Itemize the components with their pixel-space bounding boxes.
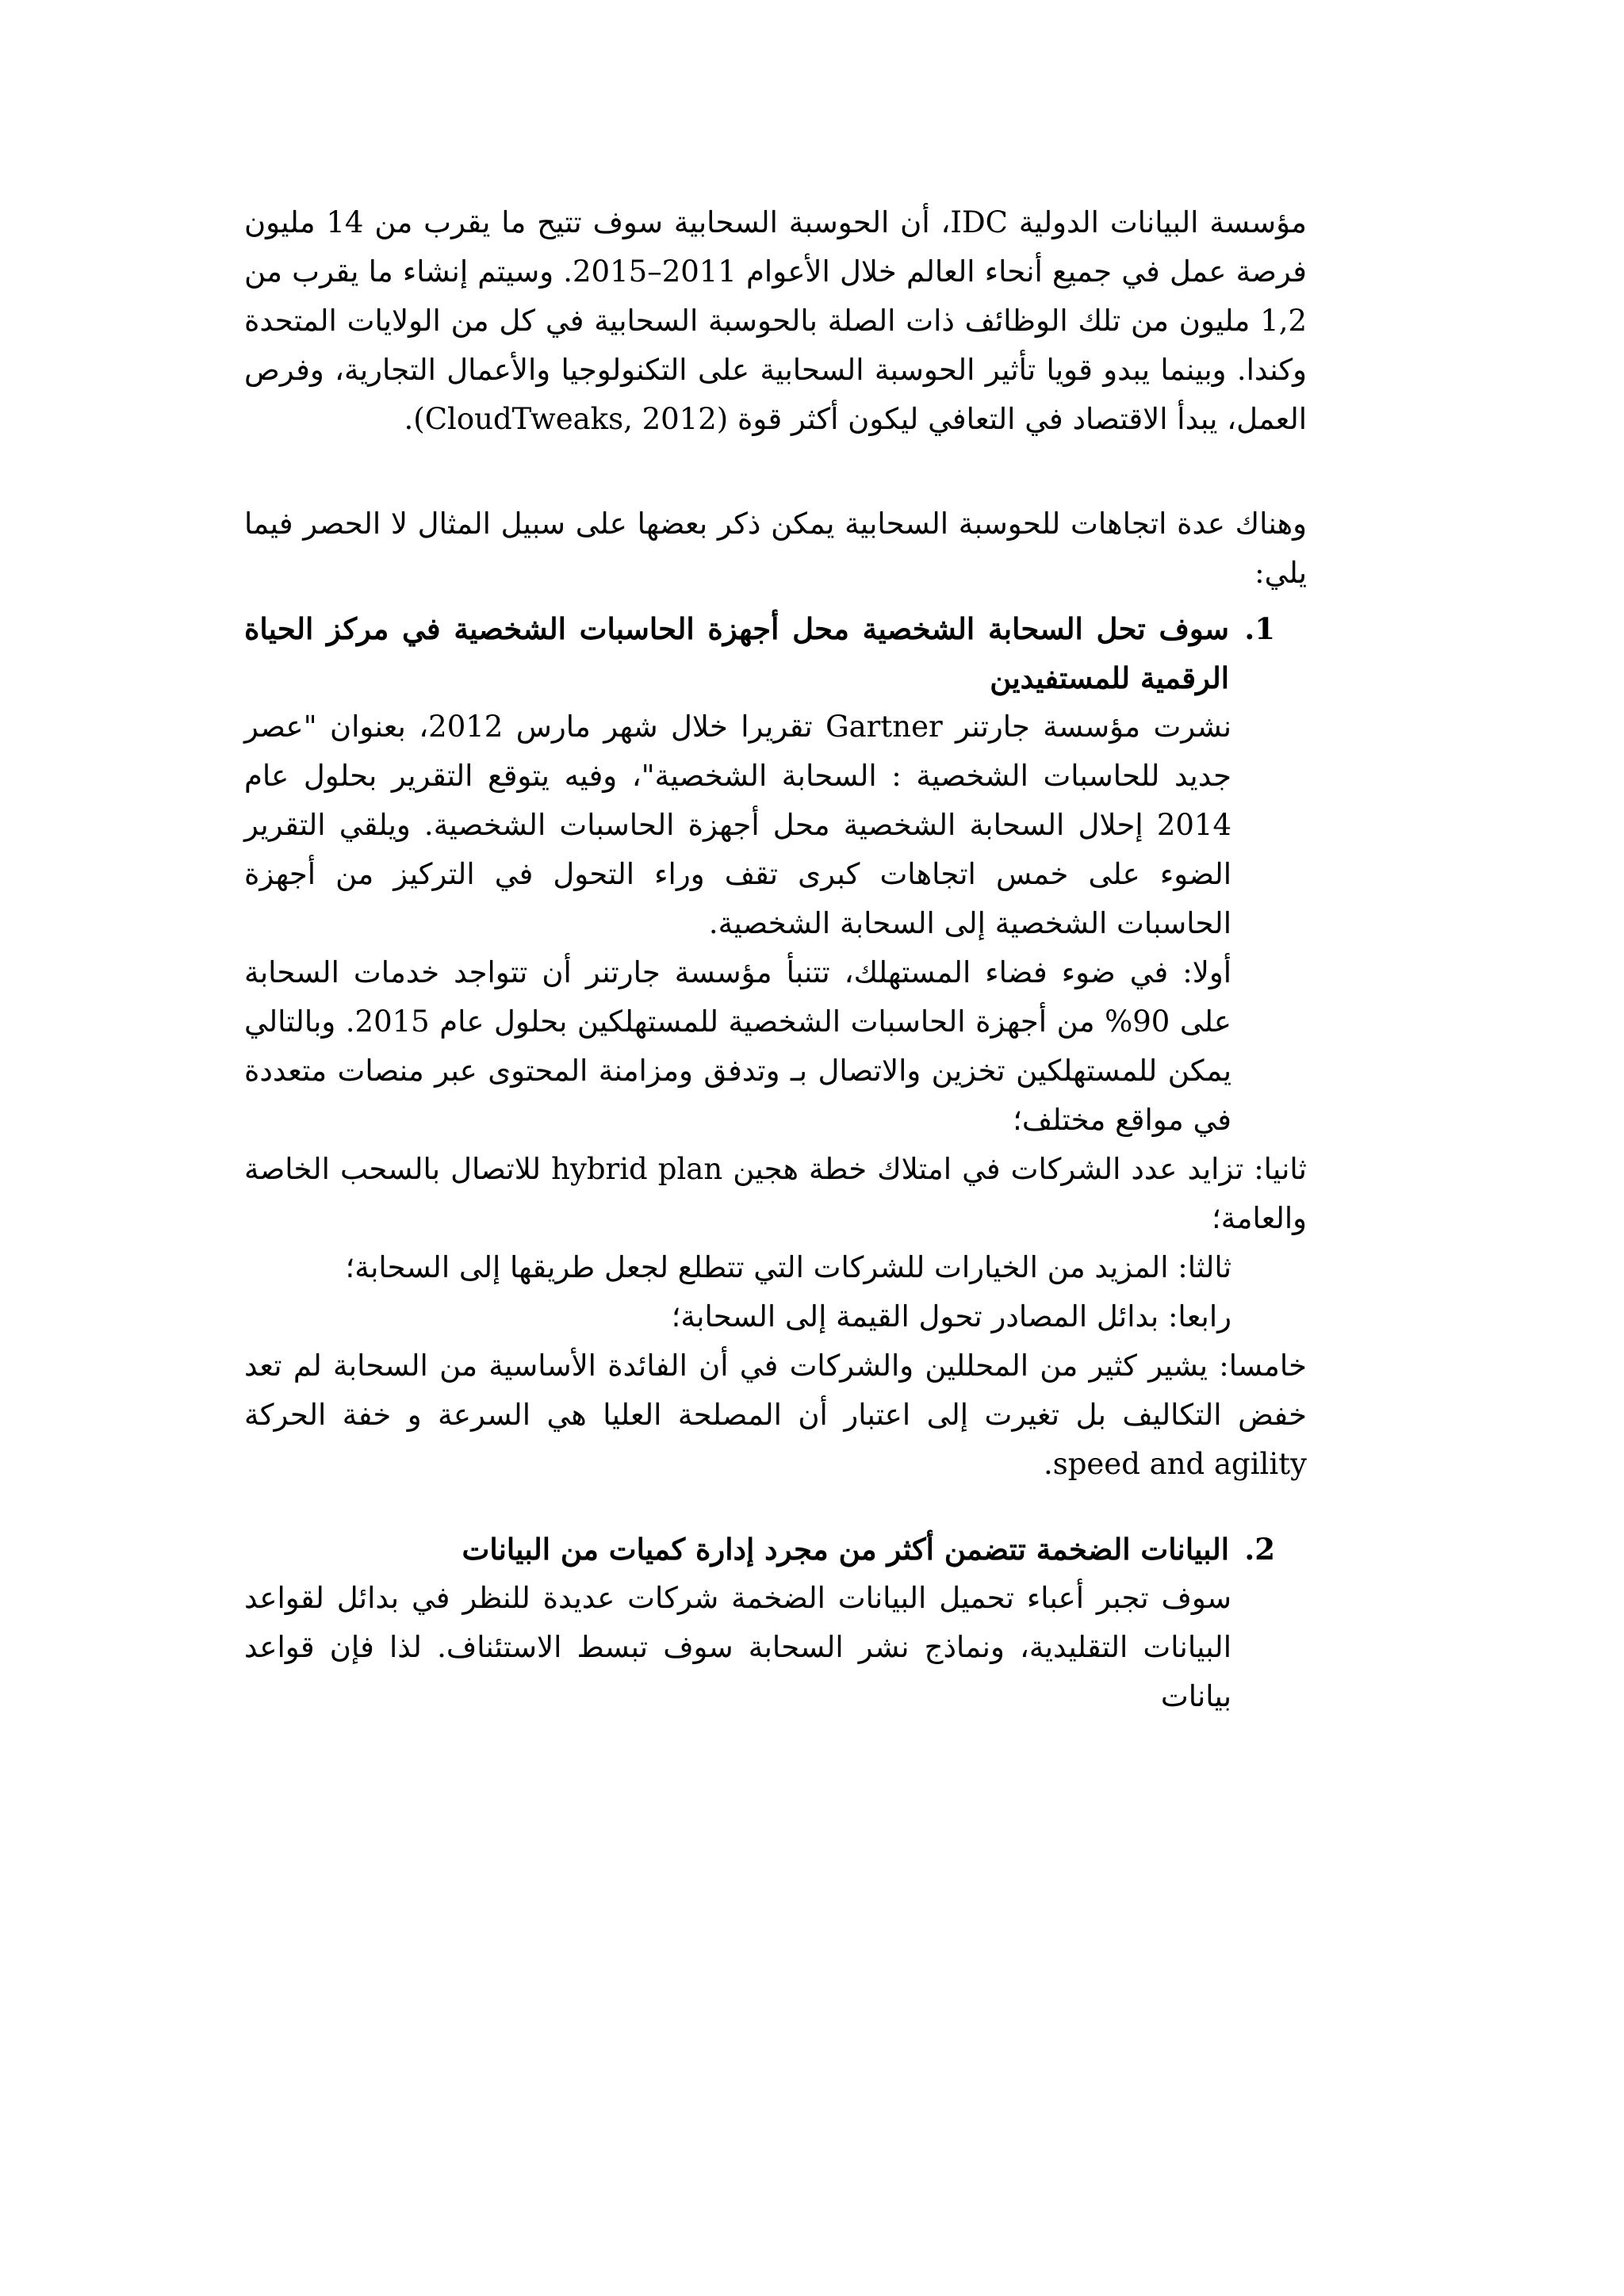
- section-2-paragraph: سوف تجبر أعباء تحميل البيانات الضخمة شركات عديدة للنظر في بدائل لقواعد البيانات التقليدية، ونماذج نشر السحابة سوف تبسط الاستئناف. لذا فإن قواعد بيانات: [244, 1581, 1231, 1713]
- section-2-body: [244, 1574, 1231, 1721]
- intro-paragraph-2: وهناك عدة اتجاهات للحوسبة السحابية يمكن ذكر بعضها على سبيل المثال لا الحصر فيما يلي:: [244, 507, 1307, 590]
- trend-item-fourth: رابعا: بدائل المصادر تحول القيمة إلى السحابة؛: [671, 1299, 1231, 1334]
- spacer: [244, 598, 1307, 604]
- trend-item-third: ثالثا: المزيد من الخيارات للشركات التي تتطلع لجعل طريقها إلى السحابة؛: [345, 1250, 1231, 1284]
- intro-paragraph-1: مؤسسة البيانات الدولية IDC، أن الحوسبة السحابية سوف تتيح ما يقرب من 14 مليون فرصة عمل في جميع أنحاء العالم خلال الأعوام 2011–2015. وسيتم إنشاء ما يقرب من 1,2 مليون من تلك الوظائف ذات الصلة بالحوسبة السحابية في كل من الولايات المتحدة وكندا. وبينما يبدو قويا تأثير الحوسبة السحابية على التكنولوجيا والأعمال التجارية، وفرص العمل، يبدأ الاقتصاد في التعافي ليكون أكثر قوة (CloudTweaks, 2012).: [244, 205, 1308, 436]
- section-2-heading: [244, 1525, 1275, 1574]
- trend-item-first: أولا: في ضوء فضاء المستهلك، تتنبأ مؤسسة جارتنر أن تتواجد خدمات السحابة على 90% من أجهزة الحاسبات الشخصية للمستهلكين بحلول عام 2015. وبالتالي يمكن للمستهلكين تخزين والاتصال بـ وتدفق ومزامنة المحتوى عبر منصات متعددة في مواقع مختلف؛: [244, 955, 1231, 1137]
- section-1-body: [244, 702, 1231, 1145]
- document-page: [244, 198, 1307, 1721]
- trend-item-fifth: خامسا: يشير كثير من المحللين والشركات في أن الفائدة الأساسية من السحابة لم تعد خفض التكاليف بل تغيرت إلى اعتبار أن المصلحة العليا هي السرعة و خفة الحركة speed and agility.: [244, 1349, 1307, 1481]
- section-1-heading: [244, 604, 1275, 702]
- section-2-title: البيانات الضخمة تتضمن أكثر من مجرد إدارة كميات من البيانات: [462, 1532, 1229, 1567]
- spacer: [244, 444, 1307, 499]
- section-2-number: 2.: [1244, 1532, 1275, 1567]
- section-1-number: 1.: [1244, 611, 1275, 646]
- section-1-paragraph: نشرت مؤسسة جارتنر Gartner تقريرا خلال شهر مارس 2012، بعنوان "عصر جديد للحاسبات الشخصية : السحابة الشخصية"، وفيه يتوقع التقرير بحلول عام 2014 إحلال السحابة الشخصية محل أجهزة الحاسبات الشخصية. ويلقي التقرير الضوء على خمس اتجاهات كبرى تقف وراء التحول في التركيز من أجهزة الحاسبات الشخصية إلى السحابة الشخصية.: [244, 710, 1231, 940]
- trend-item-second: ثانيا: تزايد عدد الشركات في امتلاك خطة هجين hybrid plan للاتصال بالسحب الخاصة والعامة؛: [244, 1152, 1307, 1235]
- spacer: [244, 1489, 1307, 1525]
- section-1-body-cont: [244, 1243, 1231, 1341]
- section-1-title: سوف تحل السحابة الشخصية محل أجهزة الحاسبات الشخصية في مركز الحياة الرقمية للمستفيدين: [244, 611, 1229, 695]
